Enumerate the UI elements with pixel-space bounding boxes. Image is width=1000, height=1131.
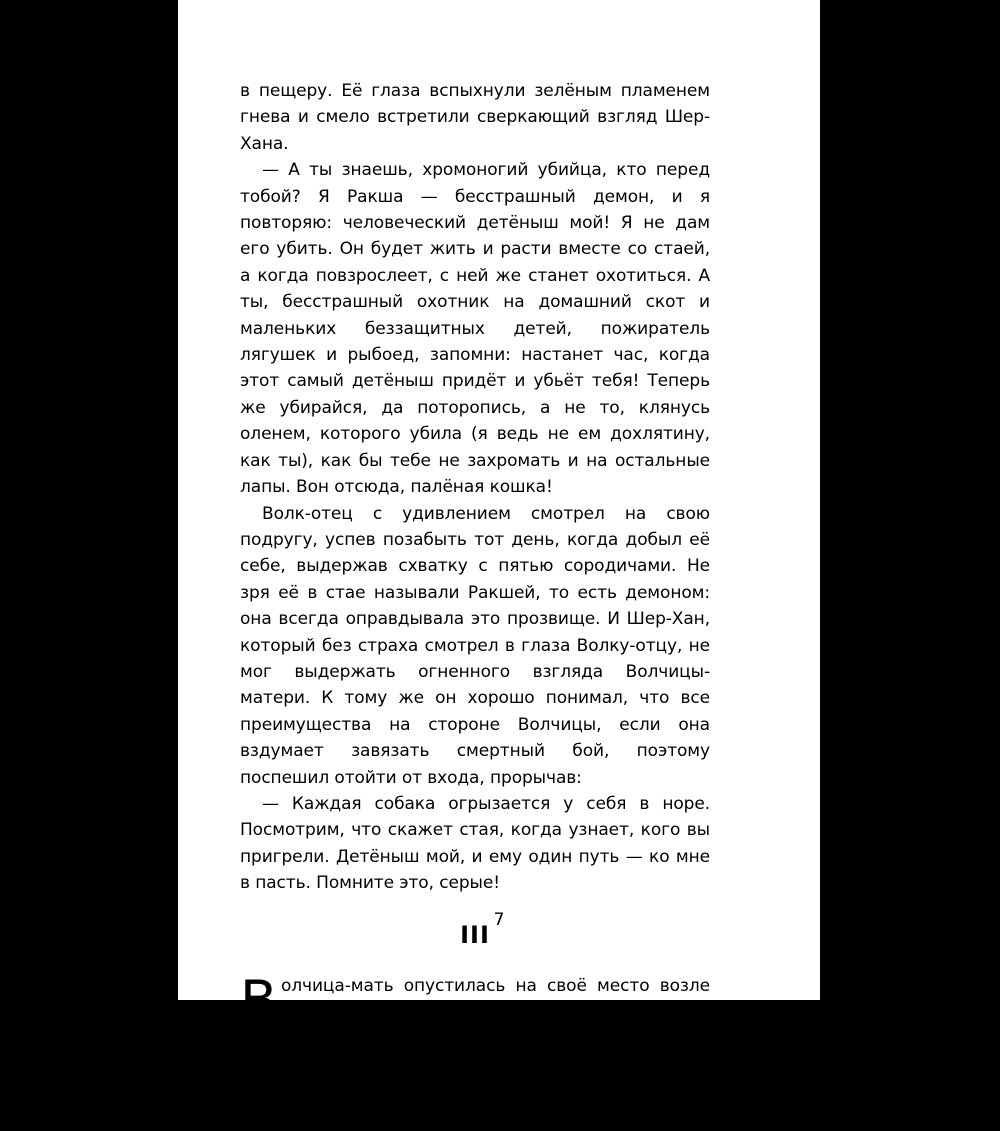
paragraph-2: — А ты знаешь, хромоногий убийца, кто перед тобой? Я Ракша — бесстрашный демон, и я повторяю: человеческий детёныш мой! Я не дам его убить. Он будет жить и расти вместе со стаей, а когда повзрослеет, с ней же станет охотиться. А ты, бесстрашный охотник на домашний скот и маленьких беззащитных детей, пожиратель лягушек и рыбоед, запомни: настанет час, когда этот самый детёныш придёт и убьёт тебя! Теперь же убирайся, да поторопись, а не то, клянусь оленем, которого убила (я ведь не ем дохлятину, как ты), как бы тебе не захромать и на остальные лапы. Вон отсюда, палёная кошка!: [240, 160, 710, 498]
book-page: [178, 0, 820, 1128]
paragraph-1: в пещеру. Её глаза вспыхнули зелёным пламенем гнева и смело встретили сверкающий взгляд Шер-Хана.: [240, 81, 710, 154]
paragraph-3: Волк-отец с удивлением смотрел на свою подругу, успев позабыть тот день, когда добыл её себе, выдержав схватку с пятью сородичами. Не зря её в стае называли Ракшей, то есть демоном: она всегда оправдывала это прозвище. И Шер-Хан, который без страха смотрел в глаза Волку-отцу, не мог выдержать огненного взгляда Волчицы-матери. К тому же он хорошо понимал, что все преимущества на стороне Волчицы, если она вздумает завязать смертный бой, поэтому поспешил отойти от входа, прорычав:: [240, 503, 710, 788]
paragraph-last: — Шер-Хан на сей раз прав: детёныша придётся показать стае. А ты что, надумала держать его при себе?: [240, 1054, 710, 1128]
dropcap-paragraph: [240, 968, 710, 1052]
page-text: [240, 78, 710, 1131]
chapter-heading: III: [460, 920, 490, 949]
dropcap-paragraph-text: олчица-мать опустилась на своё место возле детёнышей, порыкивая в негодовании, а Волк-отец серьёзно заметил:: [240, 975, 710, 1049]
drop-cap-letter: В: [240, 968, 277, 1032]
paragraph-4: — Каждая собака огрызается у себя в норе. Посмотрим, что скажет стая, когда узнает, кого вы пригрели. Детёныш мой, и ему один путь — ко мне в пасть. Помните это, серые!: [240, 793, 710, 894]
page-number: 7: [493, 910, 505, 930]
